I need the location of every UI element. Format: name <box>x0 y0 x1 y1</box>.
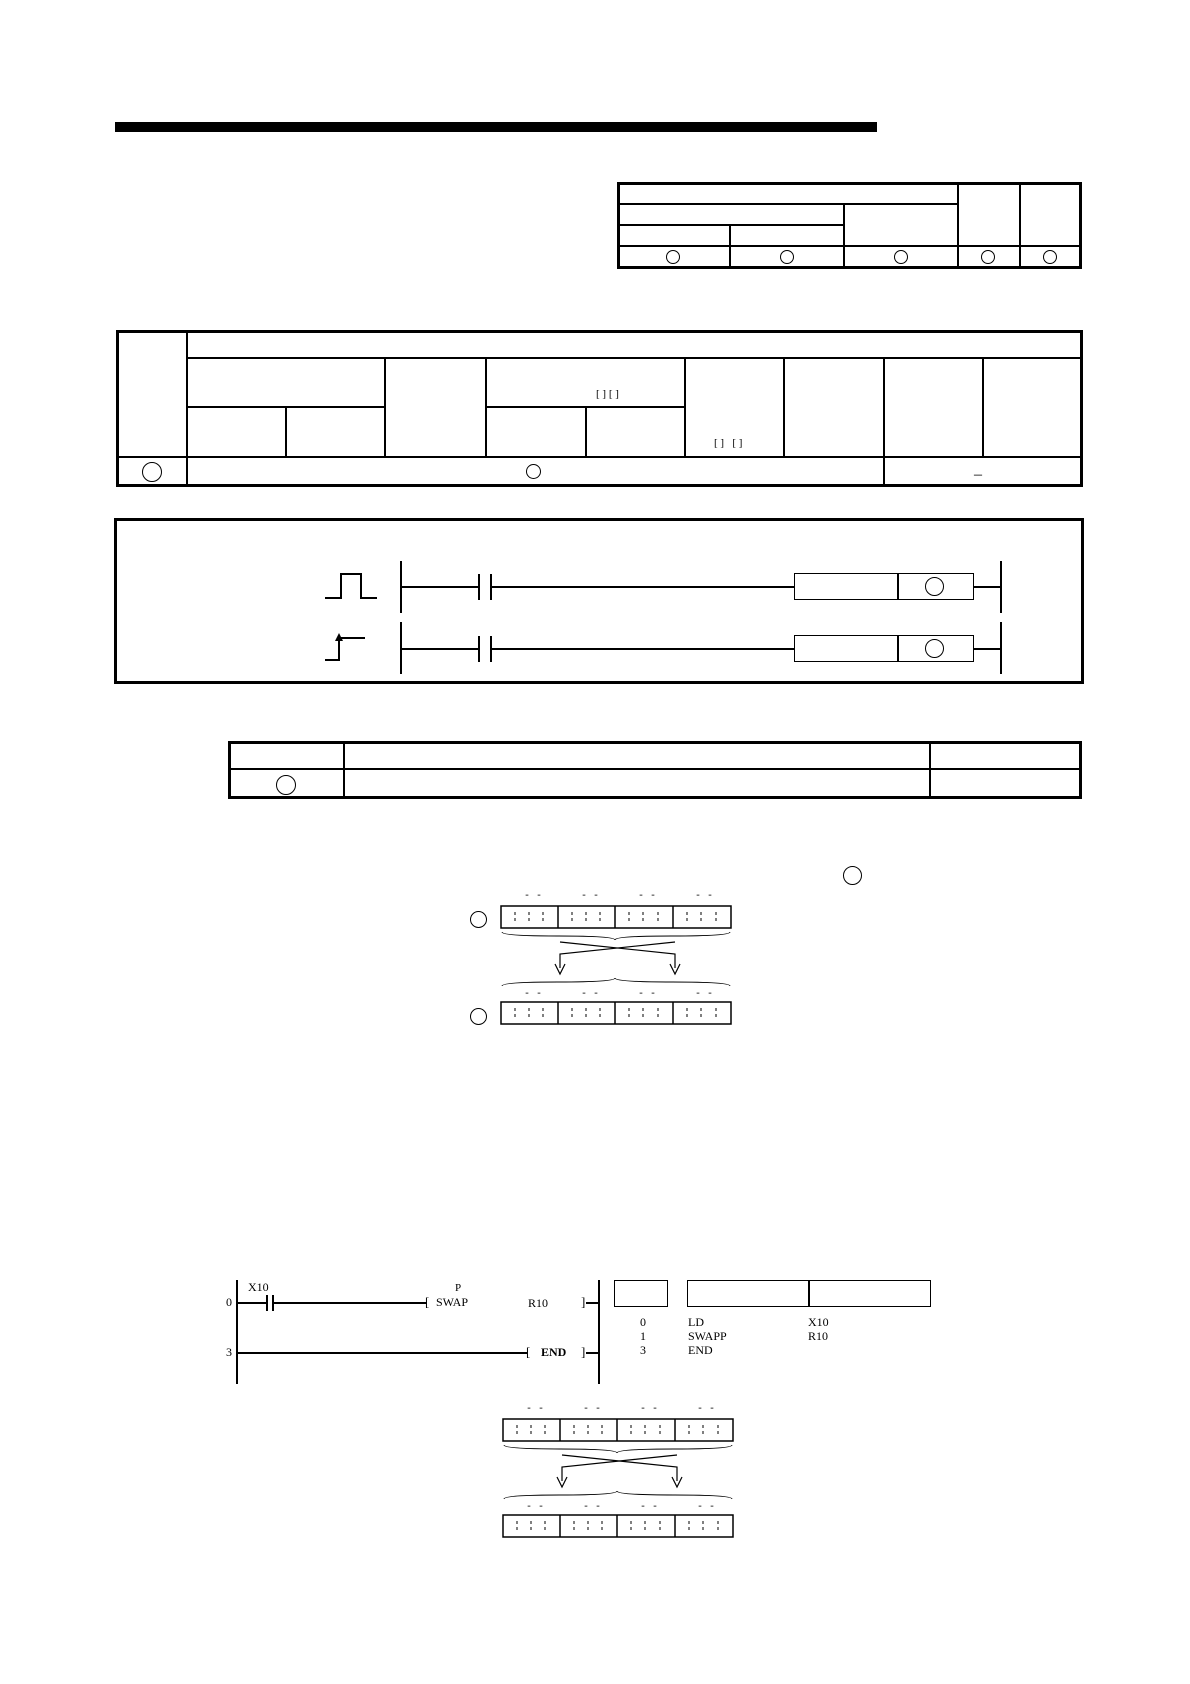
list-step: 0 <box>640 1315 646 1329</box>
bracket-glyph: ] <box>581 1344 586 1359</box>
bracket-glyph: ] <box>581 1294 586 1309</box>
operand-mark-icon <box>470 1008 487 1025</box>
contact-label: X10 <box>248 1280 269 1294</box>
svg-text:- -: - - <box>583 1502 602 1513</box>
operand-mark-icon <box>925 639 944 658</box>
step-number: 3 <box>226 1345 232 1359</box>
svg-text:- -: - - <box>524 891 543 902</box>
support-mark-icon <box>780 250 794 264</box>
bracket-glyph: [ <box>526 1344 531 1359</box>
pulse-suffix: P <box>455 1282 462 1294</box>
svg-text:- -: - - <box>581 989 600 1000</box>
support-mark-icon <box>981 250 995 264</box>
svg-text:- -: - - <box>583 1404 602 1415</box>
svg-text:- -: - - <box>640 1502 659 1513</box>
header-rule <box>115 122 877 132</box>
right-bus-rail <box>1000 622 1002 674</box>
list-step: 1 <box>640 1329 646 1343</box>
list-step: 3 <box>640 1343 646 1357</box>
svg-text:- -: - - <box>697 1502 716 1513</box>
bracket-glyph: [ <box>425 1294 430 1309</box>
support-mark-icon <box>894 250 908 264</box>
list-device: X10 <box>808 1315 829 1329</box>
svg-text:- -: - - <box>524 989 543 1000</box>
bracket-glyph: [ ] [ ] <box>714 437 743 449</box>
svg-text:- -: - - <box>695 891 714 902</box>
rising-edge-icon <box>325 633 365 663</box>
svg-text:- -: - - <box>526 1502 545 1513</box>
device-table <box>116 330 1083 487</box>
step-number: 0 <box>226 1295 232 1309</box>
support-mark-icon <box>666 250 680 264</box>
not-applicable-mark: – <box>974 466 982 483</box>
operand-mark-icon <box>843 866 862 885</box>
list-device: R10 <box>808 1329 829 1343</box>
list-instruction: LD <box>688 1315 704 1329</box>
operand-label: R10 <box>528 1296 549 1310</box>
instruction-box <box>794 573 974 600</box>
support-mark-icon <box>142 462 162 482</box>
svg-text:- -: - - <box>638 989 657 1000</box>
svg-text:- -: - - <box>526 1404 545 1415</box>
operand-mark-icon <box>276 775 296 795</box>
support-mark-icon <box>526 464 541 479</box>
svg-text:- -: - - <box>640 1404 659 1415</box>
end-instruction: END <box>541 1345 567 1359</box>
list-instruction: SWAPP <box>688 1329 727 1343</box>
operand-mark-icon <box>925 577 944 596</box>
list-instruction: END <box>688 1343 713 1357</box>
operand-mark-icon <box>470 911 487 928</box>
instruction-name: SWAP <box>436 1295 469 1309</box>
svg-text:- -: - - <box>695 989 714 1000</box>
svg-text:- -: - - <box>697 1404 716 1415</box>
setting-data-table <box>228 741 1082 799</box>
right-bus-rail <box>1000 561 1002 613</box>
svg-text:- -: - - <box>638 891 657 902</box>
bracket-glyph: [ ] [ ] <box>596 388 619 400</box>
svg-text:- -: - - <box>581 891 600 902</box>
instruction-box <box>794 635 974 662</box>
support-mark-icon <box>1043 250 1057 264</box>
pulse-symbol-icon <box>325 571 377 601</box>
